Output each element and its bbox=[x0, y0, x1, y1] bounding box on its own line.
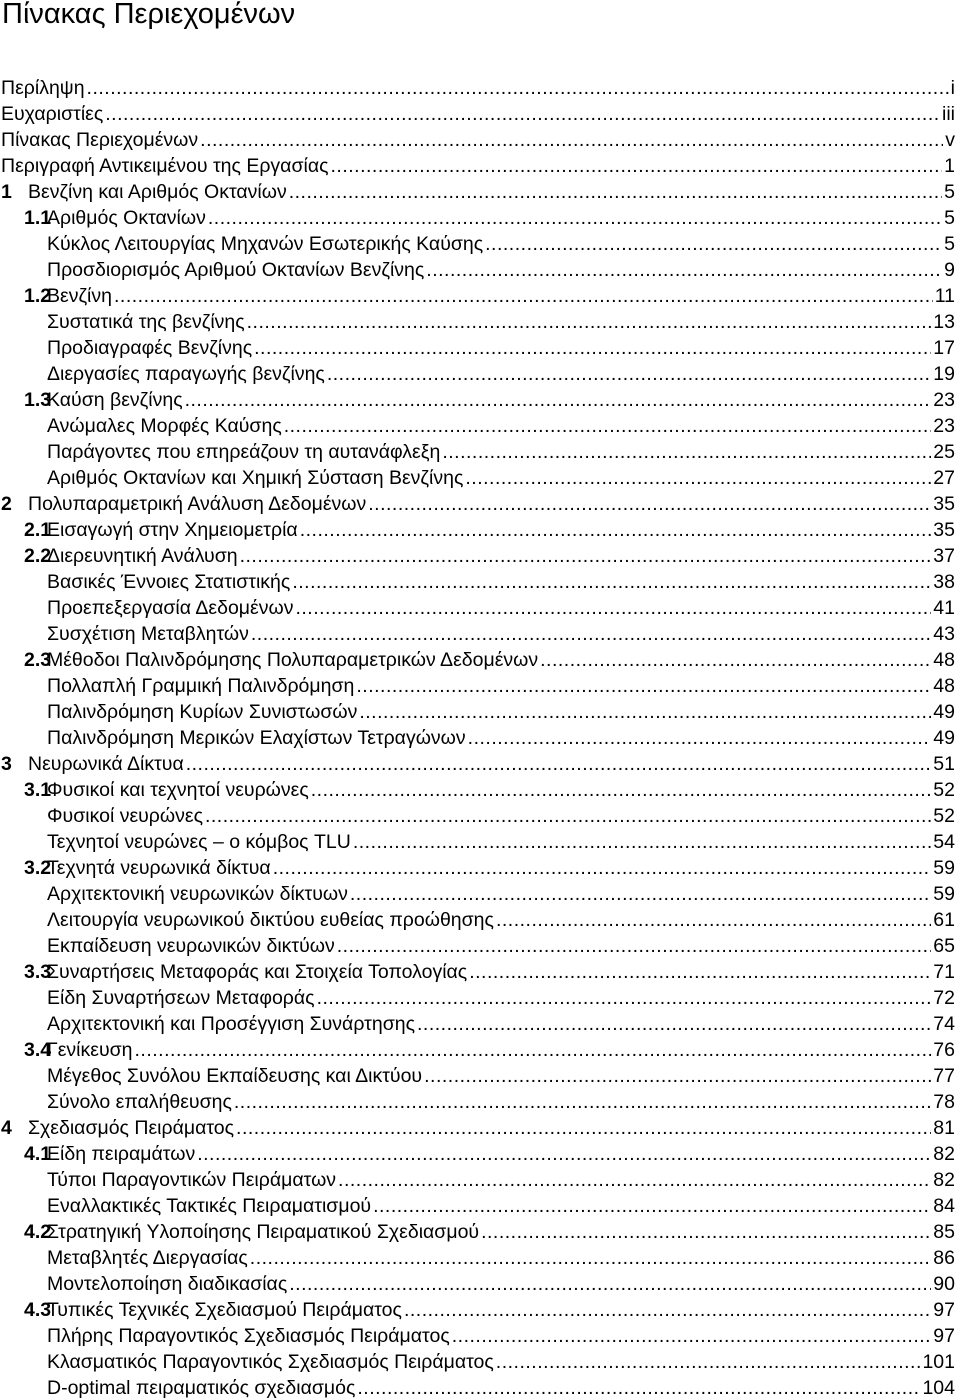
toc-entry-label: Παλινδρόμηση Μερικών Ελαχίστων Τετραγώνων bbox=[47, 727, 466, 749]
toc-entry-label: Εισαγωγή στην Χημειομετρία bbox=[47, 519, 298, 541]
toc-entry-label: Σχεδιασμός Πειράματος bbox=[28, 1117, 235, 1139]
dot-leader bbox=[240, 545, 932, 568]
toc-entry[interactable] bbox=[0, 1088, 960, 1114]
dot-leader bbox=[331, 155, 943, 178]
toc-entry-page-number: 82 bbox=[933, 1169, 955, 1191]
dot-leader bbox=[114, 285, 933, 308]
toc-entry-label: Βενζίνη bbox=[47, 285, 112, 307]
toc-entry-label: Φυσικοί και τεχνητοί νευρώνες bbox=[47, 779, 309, 801]
toc-entry-page-number: 52 bbox=[933, 805, 955, 827]
toc-entry[interactable] bbox=[0, 620, 960, 646]
toc-entry-label: Αριθμός Οκτανίων και Χημική Σύσταση Βενζίνης bbox=[47, 467, 464, 489]
toc-entry-page-number: 25 bbox=[933, 441, 955, 463]
dot-leader bbox=[247, 311, 932, 334]
dot-leader bbox=[311, 779, 932, 802]
toc-entry-page-number: 48 bbox=[933, 675, 955, 697]
toc-entry[interactable] bbox=[0, 490, 960, 516]
toc-entry[interactable] bbox=[0, 672, 960, 698]
dot-leader bbox=[185, 389, 932, 412]
toc-entry-page-number: 81 bbox=[933, 1117, 955, 1139]
toc-entry-number: 3.2 bbox=[24, 857, 52, 879]
toc-entry[interactable] bbox=[0, 386, 960, 412]
toc-entry[interactable] bbox=[0, 178, 960, 204]
toc-entry[interactable] bbox=[0, 1348, 960, 1374]
toc-entry-label: Πίνακας Περιεχομένων bbox=[1, 129, 199, 151]
toc-entry[interactable] bbox=[0, 802, 960, 828]
toc-entry[interactable] bbox=[0, 204, 960, 230]
toc-entry-label: Ευχαριστίες bbox=[1, 103, 104, 125]
toc-entry-page-number: 97 bbox=[933, 1299, 955, 1321]
toc-entry[interactable] bbox=[0, 1192, 960, 1218]
toc-entry-label: Αριθμός Οκτανίων bbox=[47, 207, 206, 229]
toc-entry-page-number: 54 bbox=[933, 831, 955, 853]
toc-entry-label: Εκπαίδευση νευρωνικών δικτύων bbox=[47, 935, 335, 957]
toc-entry-label: Μοντελοποίηση διαδικασίας bbox=[47, 1273, 288, 1295]
toc-entry-label: Αρχιτεκτονική και Προσέγγιση Συνάρτησης bbox=[47, 1013, 415, 1035]
dot-leader bbox=[250, 1247, 932, 1270]
dot-leader bbox=[251, 623, 931, 646]
toc-entry-page-number: 82 bbox=[933, 1143, 955, 1165]
toc-entry-label: Πολυπαραμετρική Ανάλυση Δεδομένων bbox=[28, 493, 367, 515]
toc-entry[interactable] bbox=[0, 1114, 960, 1140]
toc-entry-label: Μέγεθος Συνόλου Εκπαίδευσης και Δικτύου bbox=[47, 1065, 423, 1087]
dot-leader bbox=[468, 727, 932, 750]
toc-entry-label: Προδιαγραφές Βενζίνης bbox=[47, 337, 253, 359]
toc-entry-number: 4.1 bbox=[24, 1143, 52, 1165]
toc-entry[interactable] bbox=[0, 308, 960, 334]
toc-entry-page-number: 43 bbox=[933, 623, 955, 645]
toc-entry-number: 2.3 bbox=[24, 649, 52, 671]
toc-entry-label: Συσχέτιση Μεταβλητών bbox=[47, 623, 249, 645]
toc-entry-label: Μεταβλητές Διεργασίας bbox=[47, 1247, 248, 1269]
toc-entry-number: 2 bbox=[1, 493, 12, 515]
toc-entry-page-number: 49 bbox=[933, 701, 955, 723]
toc-entry[interactable] bbox=[0, 74, 960, 100]
toc-entry-page-number: 52 bbox=[933, 779, 955, 801]
dot-leader bbox=[273, 857, 932, 880]
toc-entry[interactable] bbox=[0, 542, 960, 568]
toc-entry-page-number: 85 bbox=[933, 1221, 955, 1243]
dot-leader bbox=[350, 883, 931, 906]
dot-leader bbox=[284, 415, 932, 438]
toc-entry[interactable] bbox=[0, 958, 960, 984]
dot-leader bbox=[424, 1065, 931, 1088]
dot-leader bbox=[469, 961, 931, 984]
toc-entry[interactable] bbox=[0, 594, 960, 620]
toc-entry-number: 2.2 bbox=[24, 545, 52, 567]
toc-entry[interactable] bbox=[0, 1244, 960, 1270]
toc-entry-page-number: 17 bbox=[933, 337, 955, 359]
toc-entry-label: Τυπικές Τεχνικές Σχεδιασμού Πειράματος bbox=[47, 1299, 402, 1321]
toc-entry-page-number: 59 bbox=[933, 857, 955, 879]
toc-entry-label: Παλινδρόμηση Κυρίων Συνιστωσών bbox=[47, 701, 358, 723]
toc-entry[interactable] bbox=[0, 906, 960, 932]
dot-leader bbox=[356, 675, 931, 698]
toc-entry-label: Προσδιορισμός Αριθμού Οκτανίων Βενζίνης bbox=[47, 259, 425, 281]
dot-leader bbox=[205, 805, 931, 828]
dot-leader bbox=[404, 1299, 931, 1322]
toc-entry-page-number: i bbox=[950, 77, 955, 99]
toc-entry[interactable] bbox=[0, 282, 960, 308]
toc-entry-page-number: 59 bbox=[933, 883, 955, 905]
toc-entry-page-number: 1 bbox=[944, 155, 955, 177]
toc-entry-page-number: 9 bbox=[944, 259, 955, 281]
toc-entry-label: Καύση βενζίνης bbox=[47, 389, 183, 411]
toc-entry-label: Πολλαπλή Γραμμική Παλινδρόμηση bbox=[47, 675, 355, 697]
toc-entry-number: 3.4 bbox=[24, 1039, 52, 1061]
toc-entry[interactable] bbox=[0, 854, 960, 880]
dot-leader bbox=[368, 493, 931, 516]
toc-entry-number: 2.1 bbox=[24, 519, 52, 541]
toc-entry[interactable] bbox=[0, 932, 960, 958]
dot-leader bbox=[289, 181, 942, 204]
dot-leader bbox=[452, 1325, 932, 1348]
toc-entry-label: Νευρωνικά Δίκτυα bbox=[28, 753, 184, 775]
toc-entry[interactable] bbox=[0, 1374, 960, 1400]
toc-entry-page-number: 48 bbox=[933, 649, 955, 671]
toc-entry-page-number: 65 bbox=[933, 935, 955, 957]
toc-entry-label: Ανώμαλες Μορφές Καύσης bbox=[47, 415, 282, 437]
dot-leader bbox=[496, 1351, 921, 1374]
toc-entry-page-number: 23 bbox=[933, 389, 955, 411]
toc-entry[interactable] bbox=[0, 698, 960, 724]
toc-entry-label: Γενίκευση bbox=[47, 1039, 133, 1061]
toc-entry-page-number: 97 bbox=[933, 1325, 955, 1347]
toc-entry-label: Τεχνητά νευρωνικά δίκτυα bbox=[47, 857, 271, 879]
dot-leader bbox=[417, 1013, 931, 1036]
toc-entry-page-number: 11 bbox=[934, 285, 955, 307]
toc-entry-label: Αρχιτεκτονική νευρωνικών δίκτυων bbox=[47, 883, 348, 905]
toc-entry-label: Βενζίνη και Αριθμός Οκτανίων bbox=[28, 181, 287, 203]
toc-entry-page-number: 77 bbox=[933, 1065, 955, 1087]
toc-entry-label: Περίληψη bbox=[1, 77, 85, 99]
toc-entry-label: Λειτουργία νευρωνικού δικτύου ευθείας προώθησης bbox=[47, 909, 494, 931]
toc-entry[interactable] bbox=[0, 880, 960, 906]
toc-entry-label: Κλασματικός Παραγοντικός Σχεδιασμός Πειράματος bbox=[47, 1351, 494, 1373]
toc-entry-label: Είδη πειραμάτων bbox=[47, 1143, 196, 1165]
toc-entry-page-number: v bbox=[945, 129, 955, 151]
toc-entry-page-number: 74 bbox=[933, 1013, 955, 1035]
toc-entry[interactable] bbox=[0, 1270, 960, 1296]
dot-leader bbox=[200, 129, 943, 152]
dot-leader bbox=[289, 1273, 931, 1296]
toc-entry-label: Κύκλος Λειτουργίας Μηχανών Εσωτερικής Καύσης bbox=[47, 233, 484, 255]
dot-leader bbox=[105, 103, 940, 126]
toc-entry[interactable] bbox=[0, 568, 960, 594]
toc-entry-page-number: 38 bbox=[933, 571, 955, 593]
dot-leader bbox=[338, 1169, 931, 1192]
toc-entry-page-number: 104 bbox=[922, 1377, 955, 1399]
toc-entry-number: 4.3 bbox=[24, 1299, 52, 1321]
toc-entry[interactable] bbox=[0, 152, 960, 178]
toc-entry-label: Είδη Συναρτήσεων Μεταφοράς bbox=[47, 987, 315, 1009]
toc-entry[interactable] bbox=[0, 1140, 960, 1166]
toc-entry[interactable] bbox=[0, 438, 960, 464]
toc-entry[interactable] bbox=[0, 646, 960, 672]
toc-entry-number: 1 bbox=[1, 181, 12, 203]
toc-entry[interactable] bbox=[0, 412, 960, 438]
dot-leader bbox=[254, 337, 931, 360]
toc-entry-label: Συναρτήσεις Μεταφοράς και Στοιχεία Τοπολογίας bbox=[47, 961, 468, 983]
toc-entry-label: Εναλλακτικές Τακτικές Πειραματισμού bbox=[47, 1195, 372, 1217]
toc-entry-number: 4 bbox=[1, 1117, 12, 1139]
toc-entry-number: 1.3 bbox=[24, 389, 52, 411]
toc-entry-page-number: 35 bbox=[933, 519, 955, 541]
toc-entry-number: 3.3 bbox=[24, 961, 52, 983]
toc-entry[interactable] bbox=[0, 1010, 960, 1036]
toc-entry[interactable] bbox=[0, 750, 960, 776]
table-of-contents bbox=[0, 74, 960, 1400]
toc-entry-label: D-optimal πειραματικός σχεδιασμός bbox=[47, 1377, 356, 1399]
toc-entry[interactable] bbox=[0, 1218, 960, 1244]
toc-entry-page-number: 41 bbox=[933, 597, 955, 619]
toc-entry-page-number: 90 bbox=[933, 1273, 955, 1295]
dot-leader bbox=[186, 753, 932, 776]
dot-leader bbox=[236, 1117, 931, 1140]
toc-entry-label: Σύνολο επαλήθευσης bbox=[47, 1091, 232, 1113]
toc-entry[interactable] bbox=[0, 516, 960, 542]
dot-leader bbox=[465, 467, 931, 490]
toc-entry-page-number: 101 bbox=[922, 1351, 955, 1373]
dot-leader bbox=[295, 597, 931, 620]
toc-entry-page-number: 23 bbox=[933, 415, 955, 437]
dot-leader bbox=[442, 441, 931, 464]
dot-leader bbox=[373, 1195, 931, 1218]
toc-entry-page-number: 19 bbox=[933, 363, 955, 385]
toc-entry-number: 3 bbox=[1, 753, 12, 775]
toc-entry-label: Περιγραφή Αντικειμένου της Εργασίας bbox=[1, 155, 329, 177]
toc-entry[interactable] bbox=[0, 724, 960, 750]
toc-entry[interactable] bbox=[0, 360, 960, 386]
dot-leader bbox=[208, 207, 942, 230]
toc-entry[interactable] bbox=[0, 1296, 960, 1322]
toc-entry-page-number: 13 bbox=[933, 311, 955, 333]
toc-entry-page-number: 51 bbox=[933, 753, 955, 775]
toc-entry-page-number: 71 bbox=[933, 961, 955, 983]
toc-entry[interactable] bbox=[0, 230, 960, 256]
toc-entry[interactable] bbox=[0, 334, 960, 360]
toc-entry-label: Τύποι Παραγοντικών Πειράματων bbox=[47, 1169, 337, 1191]
toc-entry-page-number: 78 bbox=[933, 1091, 955, 1113]
toc-entry[interactable] bbox=[0, 464, 960, 490]
page-title: Πίνακας Περιεχομένων bbox=[2, 0, 296, 30]
dot-leader bbox=[481, 1221, 931, 1244]
toc-entry[interactable] bbox=[0, 1036, 960, 1062]
dot-leader bbox=[135, 1039, 932, 1062]
toc-entry-page-number: 27 bbox=[933, 467, 955, 489]
toc-entry-label: Συστατικά της βενζίνης bbox=[47, 311, 245, 333]
toc-entry-page-number: 5 bbox=[944, 207, 955, 229]
toc-entry[interactable] bbox=[0, 1322, 960, 1348]
dot-leader bbox=[426, 259, 942, 282]
dot-leader bbox=[234, 1091, 931, 1114]
toc-entry-label: Παράγοντες που επηρεάζουν τη αυτανάφλεξη bbox=[47, 441, 441, 463]
dot-leader bbox=[496, 909, 931, 932]
toc-entry[interactable] bbox=[0, 1166, 960, 1192]
toc-entry-page-number: 76 bbox=[933, 1039, 955, 1061]
toc-entry[interactable] bbox=[0, 984, 960, 1010]
toc-entry-page-number: iii bbox=[942, 103, 955, 125]
dot-leader bbox=[292, 571, 931, 594]
dot-leader bbox=[327, 363, 931, 386]
toc-entry-label: Διερευνητική Ανάλυση bbox=[47, 545, 238, 567]
toc-entry-label: Προεπεξεργασία Δεδομένων bbox=[47, 597, 294, 619]
toc-entry-page-number: 72 bbox=[933, 987, 955, 1009]
toc-entry[interactable] bbox=[0, 776, 960, 802]
dot-leader bbox=[353, 831, 931, 854]
toc-entry-page-number: 5 bbox=[944, 233, 955, 255]
toc-entry-number: 4.2 bbox=[24, 1221, 52, 1243]
toc-entry-label: Βασικές Έννοιες Στατιστικής bbox=[47, 571, 291, 593]
toc-entry-label: Φυσικοί νευρώνες bbox=[47, 805, 203, 827]
toc-entry-label: Πλήρης Παραγοντικός Σχεδιασμός Πειράματος bbox=[47, 1325, 450, 1347]
toc-entry-page-number: 61 bbox=[933, 909, 955, 931]
dot-leader bbox=[540, 649, 931, 672]
dot-leader bbox=[337, 935, 932, 958]
toc-entry[interactable] bbox=[0, 100, 960, 126]
toc-entry-page-number: 84 bbox=[933, 1195, 955, 1217]
toc-entry-number: 1.1 bbox=[24, 207, 52, 229]
dot-leader bbox=[485, 233, 942, 256]
dot-leader bbox=[317, 987, 932, 1010]
toc-entry-page-number: 35 bbox=[933, 493, 955, 515]
toc-entry-label: Τεχνητοί νευρώνες – ο κόμβος TLU bbox=[47, 831, 351, 853]
toc-entry-number: 1.2 bbox=[24, 285, 52, 307]
toc-entry[interactable] bbox=[0, 126, 960, 152]
toc-entry-page-number: 37 bbox=[933, 545, 955, 567]
dot-leader bbox=[300, 519, 932, 542]
toc-entry[interactable] bbox=[0, 256, 960, 282]
toc-entry-label: Μέθοδοι Παλινδρόμησης Πολυπαραμετρικών Δεδομένων bbox=[47, 649, 539, 671]
dot-leader bbox=[359, 701, 931, 724]
toc-entry-label: Διεργασίες παραγωγής βενζίνης bbox=[47, 363, 325, 385]
dot-leader bbox=[87, 77, 949, 100]
toc-entry-page-number: 49 bbox=[933, 727, 955, 749]
toc-entry-label: Στρατηγική Υλοποίησης Πειραματικού Σχεδιασμού bbox=[47, 1221, 480, 1243]
toc-entry-page-number: 86 bbox=[933, 1247, 955, 1269]
toc-entry-number: 3.1 bbox=[24, 779, 52, 801]
toc-entry-page-number: 5 bbox=[944, 181, 955, 203]
toc-entry[interactable] bbox=[0, 828, 960, 854]
toc-entry[interactable] bbox=[0, 1062, 960, 1088]
dot-leader bbox=[197, 1143, 931, 1166]
